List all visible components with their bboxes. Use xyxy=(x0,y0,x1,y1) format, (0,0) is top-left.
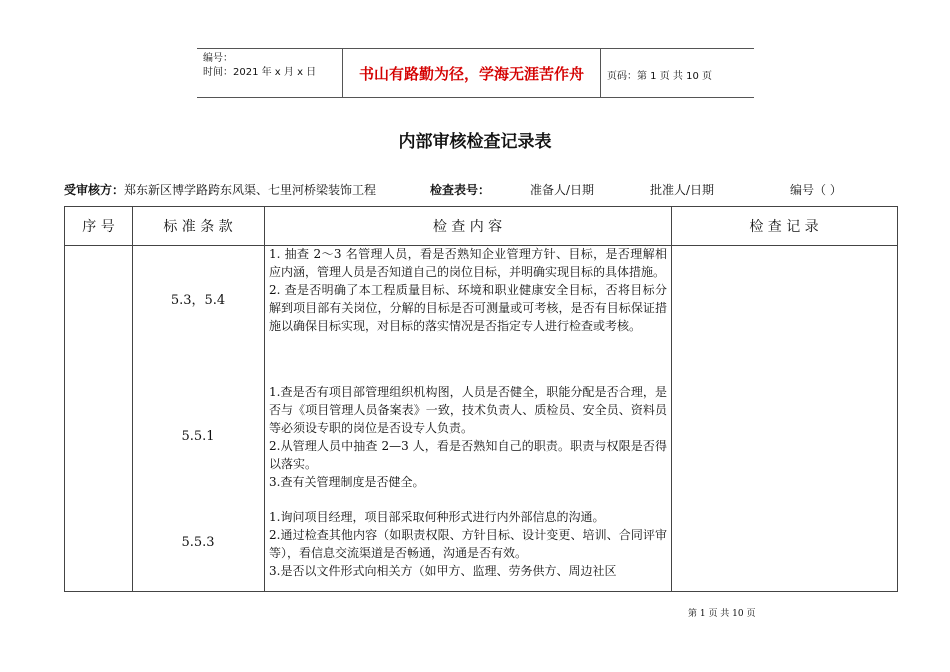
page-header xyxy=(197,48,754,98)
col-divider xyxy=(264,207,265,591)
audit-record-table xyxy=(64,206,898,592)
approver-date: 批准人/日期 xyxy=(650,183,715,197)
col-header-seq: 序 号 xyxy=(82,219,115,235)
audited-value: 郑东新区博学路跨东风渠、七里河桥梁装饰工程 xyxy=(124,183,377,197)
col-header-record: 检 查 记 录 xyxy=(749,219,819,235)
header-number: 编号： xyxy=(203,53,233,64)
content-cell xyxy=(269,508,667,580)
col-header-clause: 标 准 条 款 xyxy=(163,219,233,235)
content-cell xyxy=(269,383,667,491)
content-item: 2. 查是否明确了本工程质量目标、环境和职业健康安全目标，否将目标分解到项目部有关岗位，分解的目标是否可测量或可考核，是否有目标保证措施以确保目标实现，对目标的落实情况是否指定专人进行检查或考核。 xyxy=(269,283,667,333)
document-title: 内部审核检查记录表 xyxy=(398,132,552,152)
clause-cell: 5.5.1 xyxy=(181,429,215,444)
page-footer: 第 1 页 共 10 页 xyxy=(688,609,756,619)
preparer-date: 准备人/日期 xyxy=(530,183,595,197)
audited-label: 受审核方： xyxy=(64,183,125,197)
form-number-label: 检查表号： xyxy=(430,183,491,197)
record-number: 编号（ ） xyxy=(790,183,842,197)
audited-party xyxy=(64,181,376,198)
content-item: 1. 抽查 2～3 名管理人员，看是否熟知企业管理方针、目标，是否理解相应内涵，管理人员是否知道自己的岗位目标，并明确实现目标的具体措施。 xyxy=(269,247,667,279)
header-time: 时间：2021 年 x 月 x 日 xyxy=(203,67,317,78)
content-item: 3.查有关管理制度是否健全。 xyxy=(269,475,425,489)
content-item: 2.从管理人员中抽查 2—3 人，看是否熟知自己的职责。职责与权限是否得以落实。 xyxy=(269,439,667,471)
content-item: 3.是否以文件形式向相关方（如甲方、监理、劳务供方、周边社区 xyxy=(269,564,617,578)
header-page-code: 页码：第 1 页 共 10 页 xyxy=(607,71,712,82)
content-item: 1.询问项目经理，项目部采取何种形式进行内外部信息的沟通。 xyxy=(269,510,605,524)
content-cell xyxy=(269,245,667,335)
col-header-content: 检 查 内 容 xyxy=(432,219,503,235)
clause-cell: 5.3，5.4 xyxy=(170,293,226,308)
col-divider xyxy=(132,207,133,591)
clause-cell: 5.5.3 xyxy=(181,535,215,550)
col-divider xyxy=(671,207,672,591)
content-item: 2.通过检查其他内容（如职责权限、方针目标、设计变更、培训、合同评审等），看信息交流渠道是否畅通，沟通是否有效。 xyxy=(269,528,667,560)
header-info xyxy=(197,49,342,97)
content-item: 1.查是否有项目部管理组织机构图，人员是否健全，职能分配是否合理，是否与《项目管理人员备案表》一致，技术负责人、质检员、安全员、资料员等必须设专职的岗位是否设专人负责。 xyxy=(269,385,667,435)
header-motto: 书山有路勤为径，学海无涯苦作舟 xyxy=(342,49,601,97)
